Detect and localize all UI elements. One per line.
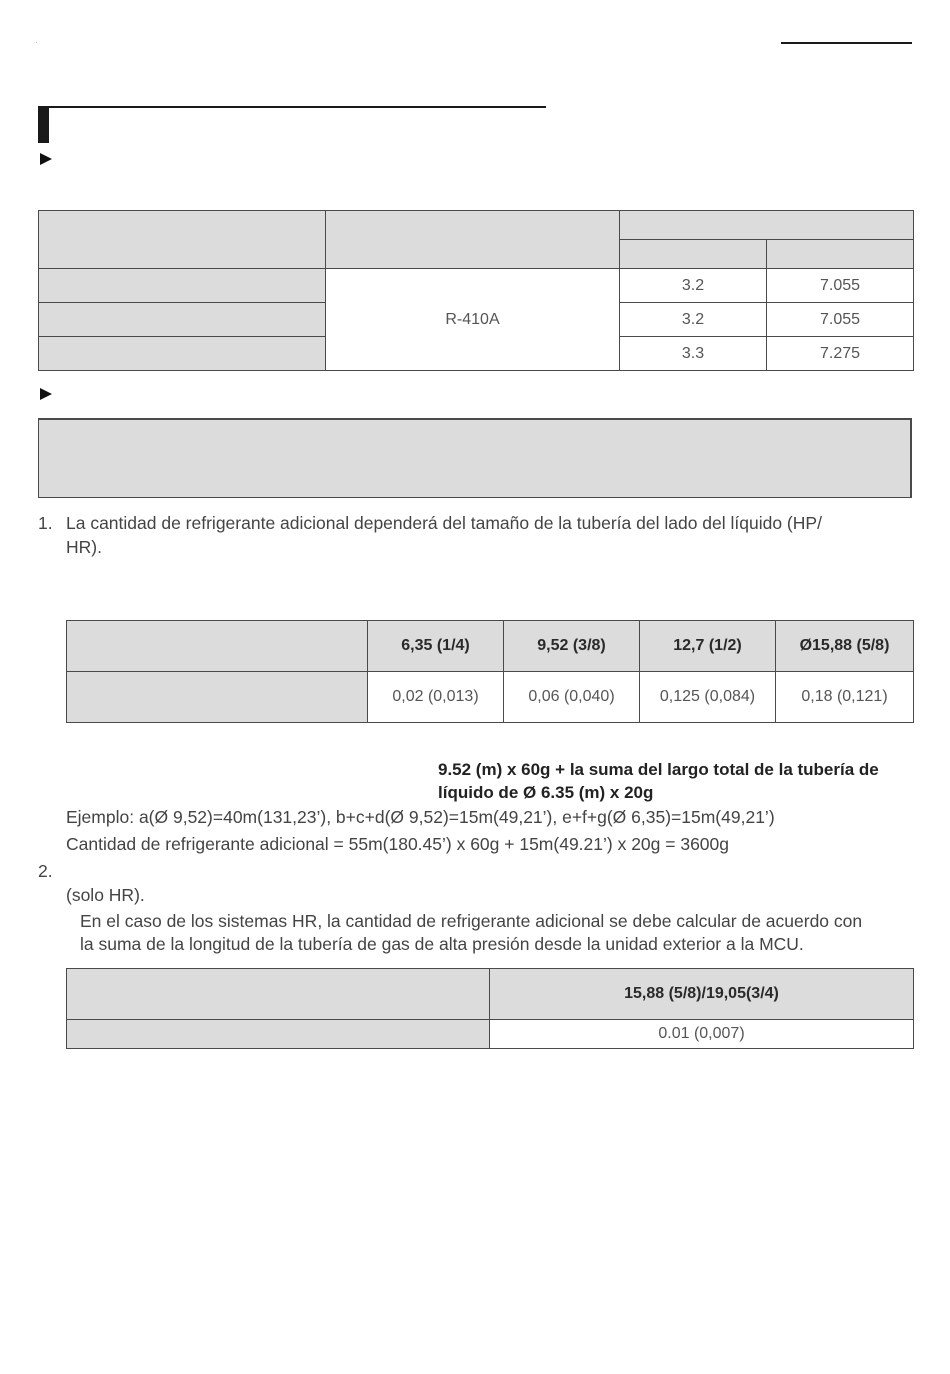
header-cell-size: 15,88 (5/8)/19,05(3/4) xyxy=(490,969,914,1020)
header-cell-amount xyxy=(620,211,914,240)
formula-line: 9.52 (m) x 60g + la suma del largo total de la tubería de xyxy=(438,760,879,779)
header-cell-kg xyxy=(620,240,767,269)
lbs-cell: 7.055 xyxy=(767,269,914,303)
header-cell-size: 12,7 (1/2) xyxy=(640,621,776,672)
note-box xyxy=(38,418,912,498)
header-cell-refrigerant xyxy=(326,211,620,269)
page-mark xyxy=(36,42,37,43)
refrigerant-cell: R-410A xyxy=(326,269,620,371)
paragraph-line: la suma de la longitud de la tubería de gas de alta presión desde la unidad exterior a la MCU. xyxy=(80,934,804,954)
formula-line: líquido de Ø 6.35 (m) x 20g xyxy=(438,783,654,802)
liquid-pipe-table xyxy=(66,620,914,723)
example-line: Cantidad de refrigerante adicional = 55m(180.45’) x 60g + 15m(49.21’) x 20g = 3600g xyxy=(66,834,730,854)
kg-cell: 3.3 xyxy=(620,337,767,371)
value-cell: 0,125 (0,084) xyxy=(640,672,776,723)
row-label-cell xyxy=(67,1020,490,1049)
value-cell: 0.01 (0,007) xyxy=(490,1020,914,1049)
table-row xyxy=(67,672,914,723)
step-text-line: (solo HR). xyxy=(66,885,145,905)
gas-pipe-table xyxy=(66,968,914,1049)
value-cell: 0,18 (0,121) xyxy=(776,672,914,723)
header-cell-label xyxy=(67,969,490,1020)
header-cell-size: Ø15,88 (5/8) xyxy=(776,621,914,672)
step-number: 2. xyxy=(38,861,53,881)
header-cell-model xyxy=(39,211,326,269)
value-cell: 0,02 (0,013) xyxy=(368,672,504,723)
step-text-line: HR). xyxy=(66,537,102,557)
model-cell xyxy=(39,337,326,371)
header-cell-size: 6,35 (1/4) xyxy=(368,621,504,672)
header-rule xyxy=(781,42,912,44)
section-heading-rule xyxy=(38,106,546,108)
table-row xyxy=(39,269,914,303)
row-label-cell xyxy=(67,672,368,723)
header-cell-label xyxy=(67,621,368,672)
lbs-cell: 7.275 xyxy=(767,337,914,371)
kg-cell: 3.2 xyxy=(620,269,767,303)
triangle-bullet-icon xyxy=(40,153,52,165)
refrigerant-charge-table xyxy=(38,210,914,371)
section-heading-bar xyxy=(38,107,49,143)
table-row xyxy=(67,1020,914,1049)
step-text-line: La cantidad de refrigerante adicional dependerá del tamaño de la tubería del lado del líquido (HP/ xyxy=(66,513,822,533)
example-line: Ejemplo: a(Ø 9,52)=40m(131,23’), b+c+d(Ø 9,52)=15m(49,21’), e+f+g(Ø 6,35)=15m(49,21’) xyxy=(66,807,775,827)
model-cell xyxy=(39,303,326,337)
header-cell-size: 9,52 (3/8) xyxy=(504,621,640,672)
lbs-cell: 7.055 xyxy=(767,303,914,337)
paragraph-line: En el caso de los sistemas HR, la cantidad de refrigerante adicional se debe calcular de acuerdo con xyxy=(80,911,863,931)
step-number: 1. xyxy=(38,513,53,533)
header-cell-lbs xyxy=(767,240,914,269)
kg-cell: 3.2 xyxy=(620,303,767,337)
model-cell xyxy=(39,269,326,303)
value-cell: 0,06 (0,040) xyxy=(504,672,640,723)
triangle-bullet-icon xyxy=(40,388,52,400)
